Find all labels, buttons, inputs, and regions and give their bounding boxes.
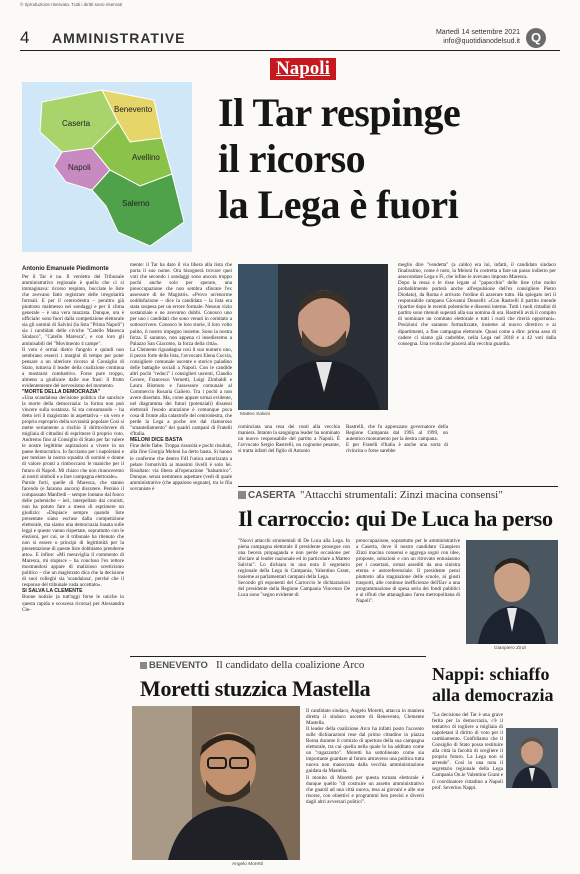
nappi-text-body: "La decisione del Tar è una grave ferita per la democrazia, c'è il tentativo di togliere a migliaia di napoletani il diritto di voto per il cambiamento. Confidiamo che il Consiglio di Stato possa restituire alla città la facoltà di scegliere il proprio futuro. La Lega non si arrende". Così in una nota il segretario regionale della Lega Campania On.le Valentino Grant e il coordinatore cittadino a Napoli prof. Severino Nappi. [432,712,503,791]
caserta-rule [238,486,558,487]
col3-p1: cominciata una resa dei conti alla vecchia maniera. Intanto la sanguigna leader ha nominato un nuovo responsabile del partito a Napoli. È l'avvocato Sergio Rastrelli, un cognome pesante, si tratta infatti del figlio di Antonio [238,424,340,455]
benevento-kicker: Il candidato della coalizione Arco [216,659,365,671]
col1-subhead-2: SI SALVA LA CLEMENTE [22,588,83,595]
benevento-headline: Moretti stuzzica Mastella [140,676,371,701]
newspaper-logo [526,28,546,48]
col1-p4: Parole forti, quelle di Maresca, che stanno facendo (e faranno ancora) discutere. Persino il compassato Manfredi – sempre lontano dal fuoco delle polemiche – ieri, interpellato dai cronisti, non ha potuto fare a meno di esprimere un giudizio: «Dispiace sempre quando liste presentate siano escluse dalla competizione elettorale, ma siamo una democrazia basata sulle leggi e queste vanno rispettate, soprattutto con le elezioni, per cui, se il tribunale ha ritenuto che non si essere o principi di legittimità per la presentazione di queste liste dobbiamo prenderne atto». E infine: «Mi meraviglia il commento di Maresca, mi stupisce – ha concluso l'ex rettore mostrandosi appare di malizioso scetticismo politico – che un magistrato dica che la decisione di suoi colleghi sia 'scandalosa', perché che il responso del tribunale vada accettato». [22,479,124,589]
caserta-tag [238,490,296,501]
col5-p2: Dopo la ressa e le risse legate al "papocchio" delle liste (che molto probabilmente porterà anche all'espulsione dell'ex consigliere Pietro Diodato), da Roma è arrivato l'ordine di azzerare tutto. Ha spiegato ieri il responsabile campano Giovanni Donzelli: «Con Rastrelli il partito intende ripartire dopo le recenti polemiche e dissensi interne. Tutti i ruoli cittadini di partito sono ritenuti superati alla sua nomina di ora. Rastrelli avrà il compito di nominare un comitato elettorale e tutti i ruoli che riterrà opportuni». Posizioni che saranno formalizzate, insieme al nuovo direttivo e ai dipartimenti, a fine campagna elettorale. Quasi come a dire: prima asso di cadere ci siamo già cadrebbe, nella Lega nel 2018 e a 42 voti dalla consegna. Una svolta che piacerà alla vecchia guardia. [398,280,556,347]
caserta-tag-text: CASERTA [248,490,296,501]
page-header [20,26,560,56]
photo-salvini-caption: Matteo Salvini [240,412,271,417]
map-label-caserta: Caserta [62,119,91,128]
lead-headline [218,90,558,228]
lead-column-3 [238,424,340,484]
benevento-tag [140,660,208,671]
benevento-rule [130,656,426,657]
col4-p2: E per Fratelli d'Italia è anche una sorta di rivincita o forse sarebbe [346,442,448,455]
byline: Antonio Emanuele Piedimonte [22,266,109,272]
col2-p1: mente: il Tar ha dato il via libera alla lista che porta il suo nome. Ora bisognerà trovare quei voti che secondo i sondaggi sono ancora troppo pochi anche solo per sperare, una preoccupazione che non sembra sfiorare l'ex assessore di de Magistris. «Provo un'enorme soddisfazione – dice la candidata – la lista era stata sospesa per un errore formale. Nessun vizio sostanziale e ne avevamo dubbi. Conosco uno per uno i candidati che sono venuti in comitato a sottoscrivere. Conosco le loro storie, il loro volto pulito, il nostro impegno insieme. Sono la nostra forza. E saranno, non appena ci insedieremo a Palazzo San Giacomo, la forza della città». [130,262,232,347]
header-date: Martedì 14 settembre 2021 [435,29,520,36]
section-title: AMMINISTRATIVE [52,30,186,46]
map-label-napoli: Napoli [68,163,91,172]
caserta-column-b: preoccupazione, soprattutto per le amministrative a Caserta, dove il nostro candidato Gianpiero Zinzi macina consensi e aggrega sogni con idee, proposte, soluzioni e con un ritrovato entusiasmo per i casertani, ormai assediti da una sinistra eterna e autoreferenziale. Il presidente pensi piuttosto alla stagnazione delle scuole, ai giusti trasporti, alle continue inefficienze dell'Eav a una programmazione di spesa seria dei fondi pubblici e ai rifiuti che attanagliano l'area metropolitana di Napoli". [356,538,460,605]
caserta-kicker: "Attacchi strumentali: Zinzi macina consensi" [300,489,503,501]
col2-subhead-1: MELONI DICE BASTA [130,437,183,444]
copyright-line: © riproduzione riservata. Tutti i diritti sono riservati [20,2,122,7]
map-label-avellino: Avellino [132,153,160,162]
col1-subhead-1: "MORTE DELLA DEMOCRAZIA" [22,388,101,395]
header-rule [20,50,560,51]
col5-p1: meglio dire "vendetta" (a caldo) era lui, infatti, il candidato sindaco finalissimo, come è noto, la Meloni fu costretta a fare un passo indietro per assecondare Lega e Fi, che infine le avevano imposto Maresca. [398,262,556,281]
photo-zinzi-caption: Gianpiero Zinzi [494,646,527,651]
col2-p2: La Clemente riguadagna così il suo numero uno, il pezzo forte della lista, l'avvocato Elena Coccia, consigliere comunale uscente e storico paladino delle battaglie sociali a Napoli. Con le candide altri pochi "reduci" i consiglieri uscenti, Claudio Cecere, Francesco Vernetti, Luigi Zimbaldi e Laura Bismuto e l'assessore comunale al Commercio Rosaria Galiero. Tra i pochi a non avere disertato. Ma, come appare ormai evidente, nel diagramma dei futuri (potenziali) dissensi elettorali l'esodo aranzione è comunque poca cosa di fronte alla catastrofe del centrodestra, che perde la Lega a poche ore dal clamoroso "smantellamento" dei quadri campani di Fratelli d'Italia. [130,346,232,438]
photo-moretti-caption: Angelo Moretti [232,862,263,867]
logo-letter: Q [530,30,542,45]
photo-salvini [238,264,388,410]
nappi-headline-line-2: alla democrazia [432,685,554,705]
headline-line-2: il ricorso [218,136,366,181]
photo-zinzi [466,540,558,644]
caserta-headline: Il carroccio: qui De Luca ha perso [238,506,553,531]
headline-line-3: la Lega è fuori [218,182,459,227]
lead-column-1 [22,274,124,869]
campania-map [22,82,192,252]
caserta-column-a: "Nuovi attacchi strumentali di De Luca alla Lega. In piena campagna elettorale il presidente prosegue con una becera propaganda e non perde occasione per sfociare al leader nazionale ed in particolare a Matteo Salvini". Lo dichiara in una nota il segretario regionale della Lega in Campania, Valentino Grant, insieme ai parlamentari campani della Lega. Secondo gli esponenti del Carroccio le dichiarazioni del presidente della Regione Campania Vincenzo De Luca sono "segno evidente di [238,538,350,599]
map-label-salerno: Salerno [122,199,150,208]
photo-nappi [506,728,558,788]
col1-p1: Per il Tar è no. Il verdetto del Tribunale amministrativo regionale è quello che ci si immaginava: ricorso respinto, bocciate le liste che avevano fatto registrare delle irregolarità formali. E per il centrodestra – peraltro già piuttosto malmesso nei sondaggi e per il clima generale – è una vera mazzata. Dunque, ora è ufficiale: sono fuori dalla competizione elettorale sia gli uomini di Salvini (la lista "Prima Napoli") sia i candidati delle civiche "Catello Maresca Sindaco", "Catello Maresca", e con loro gli aminisabili del "Movimento 4 campe". [22,274,124,347]
col2-p3: Fine delle fiabe. Troppa rissosità e pochi risultati, alla fine Giorgia Meloni ha detto basta. Si hanno le conferme che dentro FdI l'unica autorizzata a pelare l'emotività ai massimi livelli è solo lei. Risultato: via libera all'operazione "balsamico". Dunque, senza nemmeno aspettare (vedi di quale amministrative (che appaiono segnate), tra le fila sovraniste è [130,443,232,492]
nappi-headline-line-1: Nappi: schiaffo [432,664,550,684]
nappi-text [432,712,558,862]
lead-column-5 [398,262,556,484]
photo-moretti [132,706,300,860]
header-email: info@quotidianodelsud.it [443,38,520,45]
nappi-headline [432,664,562,706]
benevento-tag-text: BENEVENTO [149,660,208,671]
kicker-napoli [270,58,336,80]
lead-column-2 [130,262,232,583]
col4-p1: Rastrelli, che fu apprezzato governatore della Regione Campania dal 1995 al 1999, un autentico monumento per la destra campana. [346,424,448,443]
headline-line-1: Il Tar respinge [218,90,461,135]
col1-p3: «Una scandalosa decisione politica che sancisce la morte della democrazia: la forma non può vincere sulla sostanza. Si sta consumando – ha detto ieri il magistrato in aspettativa – un vero e proprio esproprio della sovranità popolare Così si mette seriamente a rischio il diritto/dovere di migliaia di cittadini di esprimere il proprio voto. Andremo fino al Consiglio di Stato per far valere le nostre legittime aspirazioni a vivere in un paese democratico. Io facciamo per i napoletani e per tutelare la nostra squadra di uomini e donne di valore pronti a rimboccarsi le maniche per il futuro di Napoli. Mi chiaro che non rinunceremo ai nostri simboli e a fare campagna elettorale». [22,394,124,480]
col1-p5: Buone notizie (a tutt'oggi forse le uniche in questa rapida e scoscesa ricorsa) per Alessandra Cle- [22,594,124,613]
col1-p2: Il voto è ormai dietro l'angolo e quindi non sembrano esserci i margini di tempo per poter pensare a un ulteriore ricorso al Consiglio di Stato, tuttavia il leader della coalizione continua a mostrarsi combattivo. Forse pure troppo, almeno a giudicare dalle sue frasi: il frutto evidentemente del nervosismo del momento. [22,346,124,389]
kicker-napoli-text: Napoli [276,58,330,79]
page-number: 4 [20,28,30,47]
map-label-benevento: Benevento [114,105,153,114]
benevento-text: Il candidato sindaco, Angelo Moretti, attacca in maniera diretta il sindaco uscente di Benevento, Clemente Mastella. Il leader della coalizione Arco ha infatti posto l'accento sulle dichiarazioni rese dal primo cittadino in piazza Roma durante il comizio di apertura della sua campagna elettorale, tra cui quella nella quale lo ha additato come un "ragazzotto". Moretti ha sottolineato come sia importante guardare al futuro attraverso una politica tutta nuova non manovrata dalla vecchia amministrazione guidata da Mastella. Il monito di Moretti per questa tornata elettorale è dunque quello "di costruire un assetto amministrativo che guardi ad una città nuova, tesa ai giovani e alle sue risorse, con obiettivi e programmi ben precisi e diversi dagli altri avversari politici". [306,708,424,805]
